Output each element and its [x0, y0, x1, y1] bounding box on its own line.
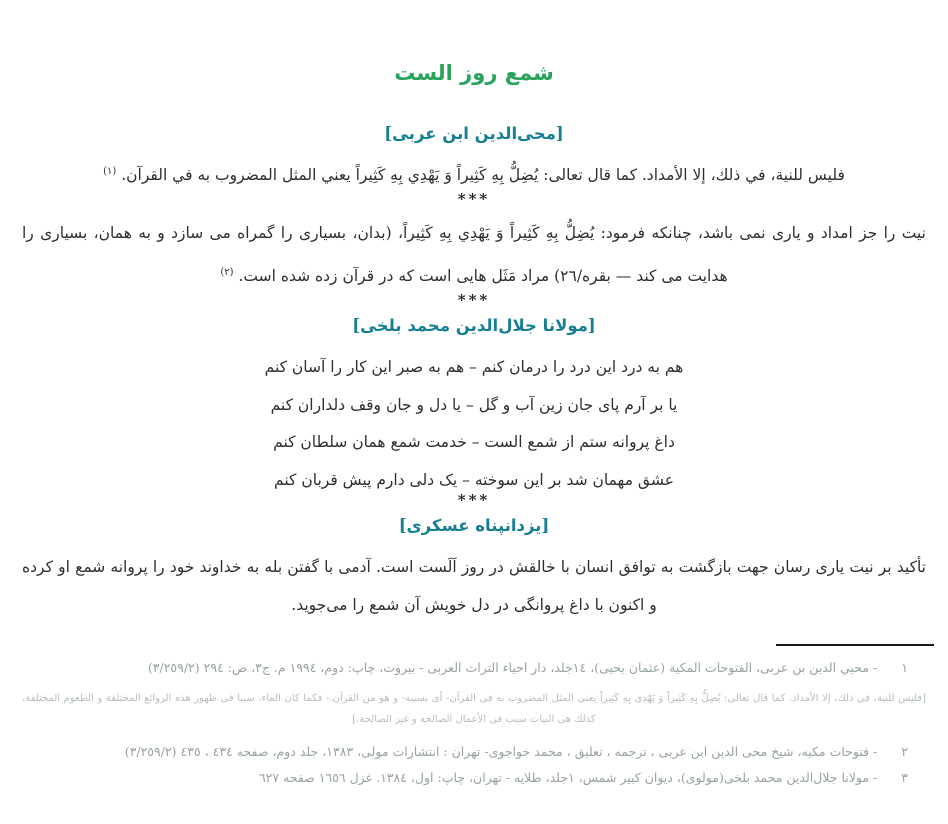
footnote-2-text: - فتوحات مکیه، شیخ محی الدین ابن عربی ، ترجمه ، تعلیق ، محمد خواجوی- تهران : انتشارات مولی، ۱۳۸۳، جلد دوم، صفحه ٤٣٤ ، ٤٣٥ (٣/٢٥٩/٢): [124, 744, 878, 759]
footnote-1-subnote: [فلیس للنیة، فى ذلك، إلا الأمداد. كما قال تعالى: يُضِلُّ بِهِ كَثِيراً وَ يَهْدِى بِهِ كَثِيراً يعنى المثل المضروب به فى القرآن- أى بسببه- و هو من القرآن.- فكما كان الماء، سببا فى ظهور هذه الروائع المختلفة و الطعوم المختلفة، كذلك هى النيات سبب فى الأعمال الصالحة و غير الصالحة.]: [22, 693, 926, 725]
poem-line: داغ پروانه ستم از شمع الست – خدمت شمع همان سلطان کنم: [273, 433, 675, 451]
rumi-poem: [22, 349, 926, 499]
footnote-2: [22, 742, 908, 762]
asterisk-separator: ***: [457, 291, 491, 309]
poem-line: عشق مهمان شد بر این سوخته – یک دلی دارم پیش قربان کنم: [274, 470, 674, 489]
footnote-3-number: ٣: [901, 770, 908, 785]
arabic-quote-text: فلیس للنیة، في ذلك، إلا الأمداد. كما قال تعالى: يُضِلُّ بِهِ كَثِيراً وَ يَهْدِي بِهِ كَثِيراً يعني المثل المضروب به في القرآن.: [121, 166, 845, 184]
footnote-2-number: ٢: [901, 744, 908, 759]
section-heading-ibn-arabi: [محی‌الدین ابن عربی]: [384, 124, 564, 143]
askari-commentary-paragraph: تأکید بر نیت یاری رسان جهت بازگشت به توافق انسان با خالقش در روز اَلَست است. آدمی با گفتن بله به خداوند خود را پروانه شمع او کرده و اکنون با داغ پروانگی در دل خویش آن شمع را می‌جوید.: [22, 558, 926, 614]
asterisk-separator: ***: [457, 190, 491, 208]
section-heading-rumi: [مولانا جلال‌الدین محمد بلخی]: [352, 316, 596, 335]
footnote-divider-rule: [776, 644, 934, 646]
asterisk-separator: ***: [457, 491, 491, 509]
footnote-1-number: ١: [901, 660, 908, 675]
poem-line: یا بر آرم پای جان زین آب و گل – یا دل و جان وقف دلداران کنم: [270, 395, 678, 414]
footnote-3-text: - مولانا جلال‌الدین محمد بلخی(مولوی)، دیوان کبیر شمس، ١جلد، طلایه - تهران، چاپ: اول، ۱۳۸٤. غزل ١٦٥٦ صفحه ٦٢٧: [258, 770, 878, 785]
footnote-ref-2: (٢): [220, 267, 234, 278]
persian-commentary-text: نیت را جز امداد و یاری نمی باشد، چنانکه فرمود: یُضِلُّ بِهِ کَثِیراً وَ یَهْدِي بِهِ کَثِیراً، (بدان، بسیاری را گمراه می سازد و به همان، بسیاری را هدایت می کند — بقره/٢٦) مراد مَثَل هایی است که در قرآن زده شده است.: [22, 224, 926, 285]
poem-line: هم به درد این درد را درمان کنم – هم به صبر این کار را آسان کنم: [264, 358, 684, 376]
footnote-1-text: - محيي الدين بن عربى، الفتوحات المكية (عثمان يحيى)، ١٤جلد، دار احياء التراث العربى - بيروت، چاپ: دوم، ١٩٩٤ م. ج٣، ص: ٢٩٤ (٣/٢٥٩/٢): [147, 660, 878, 675]
page-title: شمع روز الست: [394, 60, 554, 85]
footnote-ref-1: (١): [103, 166, 117, 177]
section-heading-askari: [یزدانپناه عسکری]: [398, 516, 550, 535]
footnote-1: [22, 658, 908, 678]
footnote-3: [22, 768, 908, 788]
persian-commentary-paragraph: [22, 213, 926, 296]
arabic-quote-paragraph: [22, 159, 926, 188]
